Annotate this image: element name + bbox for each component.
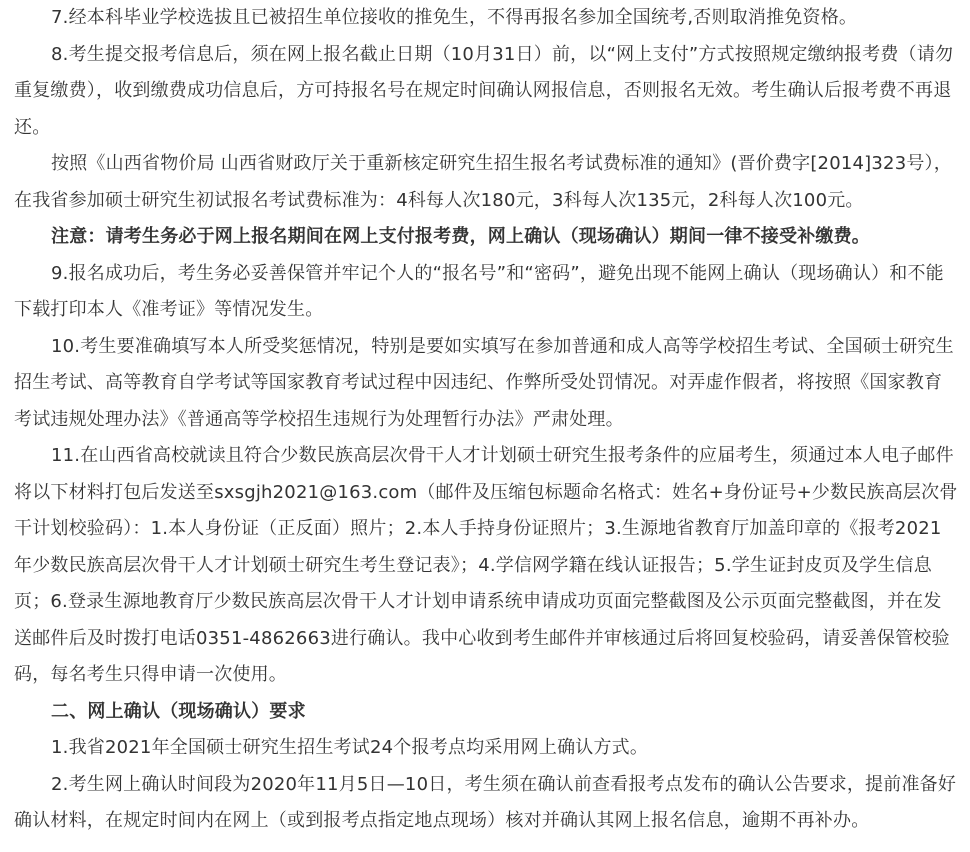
notice-paragraph: 注意：请考生务必于网上报名期间在网上支付报考费，网上确认（现场确认）期间一律不接受补缴费。 [51, 226, 870, 247]
paragraph-item-10: 10.考生要准确填写本人所受奖惩情况，特别是要如实填写在参加普通和成人高等学校招生考试、全国硕士研究生招生考试、高等教育自学考试等国家教育考试过程中因违纪、作弊所受处罚情况。对弄虚作假者，将按照《国家教育考试违规处理办法》《普通高等学校招生违规行为处理暂行办法》严肃处理。 [14, 335, 954, 430]
paragraph-exam-fee-standard: 按照《山西省物价局 山西省财政厅关于重新核定研究生招生报名考试费标准的通知》(晋价费字[2014]323号），在我省参加硕士研究生初试报名考试费标准为：4科每人次180元，3科每人次135元，2科每人次100元。 [14, 153, 952, 211]
paragraph-item-11: 11.在山西省高校就读且符合少数民族高层次骨干人才计划硕士研究生报考条件的应届考生，须通过本人电子邮件将以下材料打包后发送至sxsgjh2021@163.com（邮件及压缩包标题命名格式：姓名+身份证号+少数民族高层次骨干计划校验码）：1.本人身份证（正反面）照片；2.本人手持身份证照片；3.生源地省教育厅加盖印章的《报考2021年少数民族高层次骨干人才计划硕士研究生考生登记表》；4.学信网学籍在线认证报告；5.学生证封皮页及学生信息页；6.登录生源地教育厅少数民族高层次骨干人才计划申请系统申请成功页面完整截图及公示页面完整截图，并在发送邮件后及时拨打电话0351-4862663进行确认。我中心收到考生邮件并审核通过后将回复校验码，请妥善保管校验码，每名考生只得申请一次使用。 [14, 445, 958, 685]
paragraph-confirmation-2: 2.考生网上确认时间段为2020年11月5日—10日，考生须在确认前查看报考点发布的确认公告要求，提前准备好确认材料，在规定时间内在网上（或到报考点指定地点现场）核对并确认其网上报名信息，逾期不再补办。 [14, 773, 957, 831]
paragraph-item-7: 7.经本科毕业学校选拔且已被招生单位接收的推免生，不得再报名参加全国统考,否则取消推免资格。 [51, 7, 858, 28]
paragraph-item-8: 8.考生提交报考信息后，须在网上报名截止日期（10月31日）前，以“网上支付”方式按照规定缴纳报考费（请勿重复缴费），收到缴费成功信息后，方可持报名号在规定时间确认网报信息，否则报名无效。考生确认后报考费不再退还。 [14, 43, 954, 138]
paragraph-confirmation-1: 1.我省2021年全国硕士研究生招生考试24个报考点均采用网上确认方式。 [51, 737, 649, 758]
paragraph-item-9: 9.报名成功后，考生务必妥善保管并牢记个人的“报名号”和“密码”，避免出现不能网上确认（现场确认）和不能下载打印本人《准考证》等情况发生。 [14, 262, 944, 320]
document-body [14, 0, 958, 840]
section-heading-online-confirmation: 二、网上确认（现场确认）要求 [51, 700, 306, 722]
